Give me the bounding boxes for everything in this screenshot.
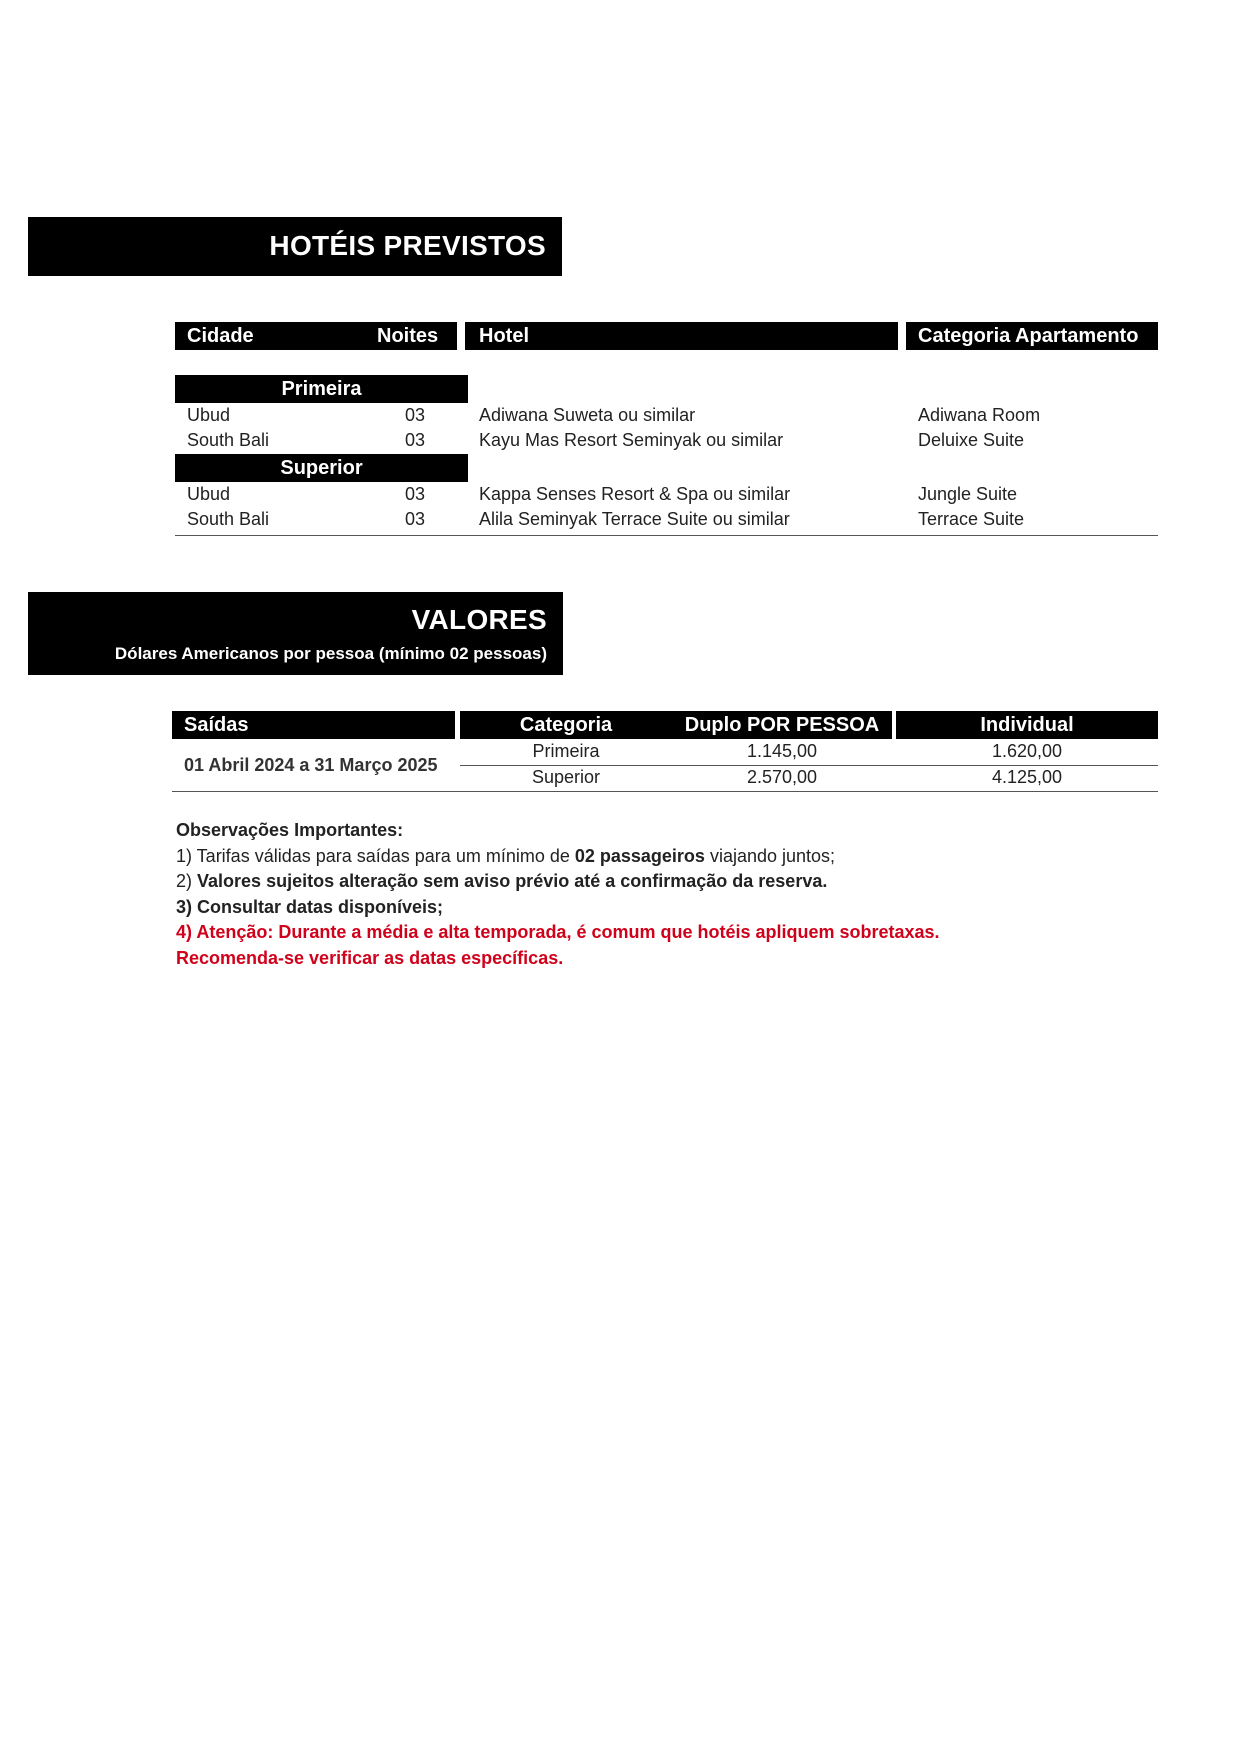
row-nights: 03 [405, 430, 426, 450]
hotel-row [175, 509, 1158, 534]
category-bar-superior: Superior [175, 454, 468, 482]
hotels-banner [28, 217, 562, 276]
note-4-line-2: Recomenda-se verificar as datas específicas. [176, 947, 564, 968]
header-hotel: Hotel [479, 325, 529, 347]
header-gap [457, 322, 465, 350]
hotels-header-row [175, 322, 1158, 350]
value-double: 2.570,00 [746, 767, 818, 787]
header-nights: Noites [377, 325, 439, 347]
row-city: South Bali [187, 509, 270, 529]
hotel-row [175, 484, 1158, 509]
period-label: 01 Abril 2024 a 31 Março 2025 [184, 755, 438, 775]
values-header-double: Duplo POR PESSOA [672, 711, 892, 739]
values-bottom-rule [172, 791, 1158, 792]
header-gap [898, 322, 906, 350]
header-city: Cidade [187, 325, 254, 347]
row-city: South Bali [187, 430, 270, 450]
header-room-category: Categoria Apartamento [918, 325, 1139, 347]
hotels-bottom-rule [175, 535, 1158, 536]
hotel-row [175, 405, 1158, 430]
note-4-line-1: 4) Atenção: Durante a média e alta temporada, é comum que hotéis apliquem sobretaxas. [176, 922, 940, 942]
value-category: Primeira [532, 741, 600, 761]
values-header-category: Categoria [460, 711, 672, 739]
important-notes [176, 818, 1176, 971]
row-hotel: Adiwana Suweta ou similar [479, 405, 696, 425]
row-room: Terrace Suite [918, 509, 1025, 529]
value-double: 1.145,00 [746, 741, 818, 761]
values-title: VALORES [411, 604, 547, 635]
values-row-rule [460, 765, 1158, 766]
row-nights: 03 [405, 509, 426, 529]
value-category: Superior [531, 767, 601, 787]
values-header-single: Individual [896, 711, 1158, 739]
row-hotel: Kayu Mas Resort Seminyak ou similar [479, 430, 784, 450]
notes-title: Observações Importantes: [176, 820, 404, 840]
header-departures: Saídas [184, 714, 249, 736]
row-nights: 03 [405, 405, 426, 425]
note-3: 3) Consultar datas disponíveis; [176, 896, 444, 917]
row-hotel: Kappa Senses Resort & Spa ou similar [479, 484, 791, 504]
row-nights: 03 [405, 484, 426, 504]
row-hotel: Alila Seminyak Terrace Suite ou similar [479, 509, 790, 529]
values-subtitle: Dólares Americanos por pessoa (mínimo 02 pessoas) [114, 644, 547, 663]
row-room: Deluixe Suite [918, 430, 1025, 450]
note-2: 2) Valores sujeitos alteração sem aviso prévio até a confirmação da reserva. [176, 871, 828, 891]
hotel-row [175, 430, 1158, 455]
note-1: 1) Tarifas válidas para saídas para um mínimo de 02 passageiros viajando juntos; [176, 845, 836, 866]
category-bar-primeira: Primeira [175, 375, 468, 403]
values-header-departures [172, 711, 455, 739]
value-single: 4.125,00 [991, 767, 1063, 787]
row-room: Adiwana Room [918, 405, 1041, 425]
row-city: Ubud [187, 484, 231, 504]
row-city: Ubud [187, 405, 231, 425]
values-banner [28, 592, 563, 675]
hotels-title: HOTÉIS PREVISTOS [269, 230, 546, 261]
value-single: 1.620,00 [991, 741, 1063, 761]
row-room: Jungle Suite [918, 484, 1018, 504]
